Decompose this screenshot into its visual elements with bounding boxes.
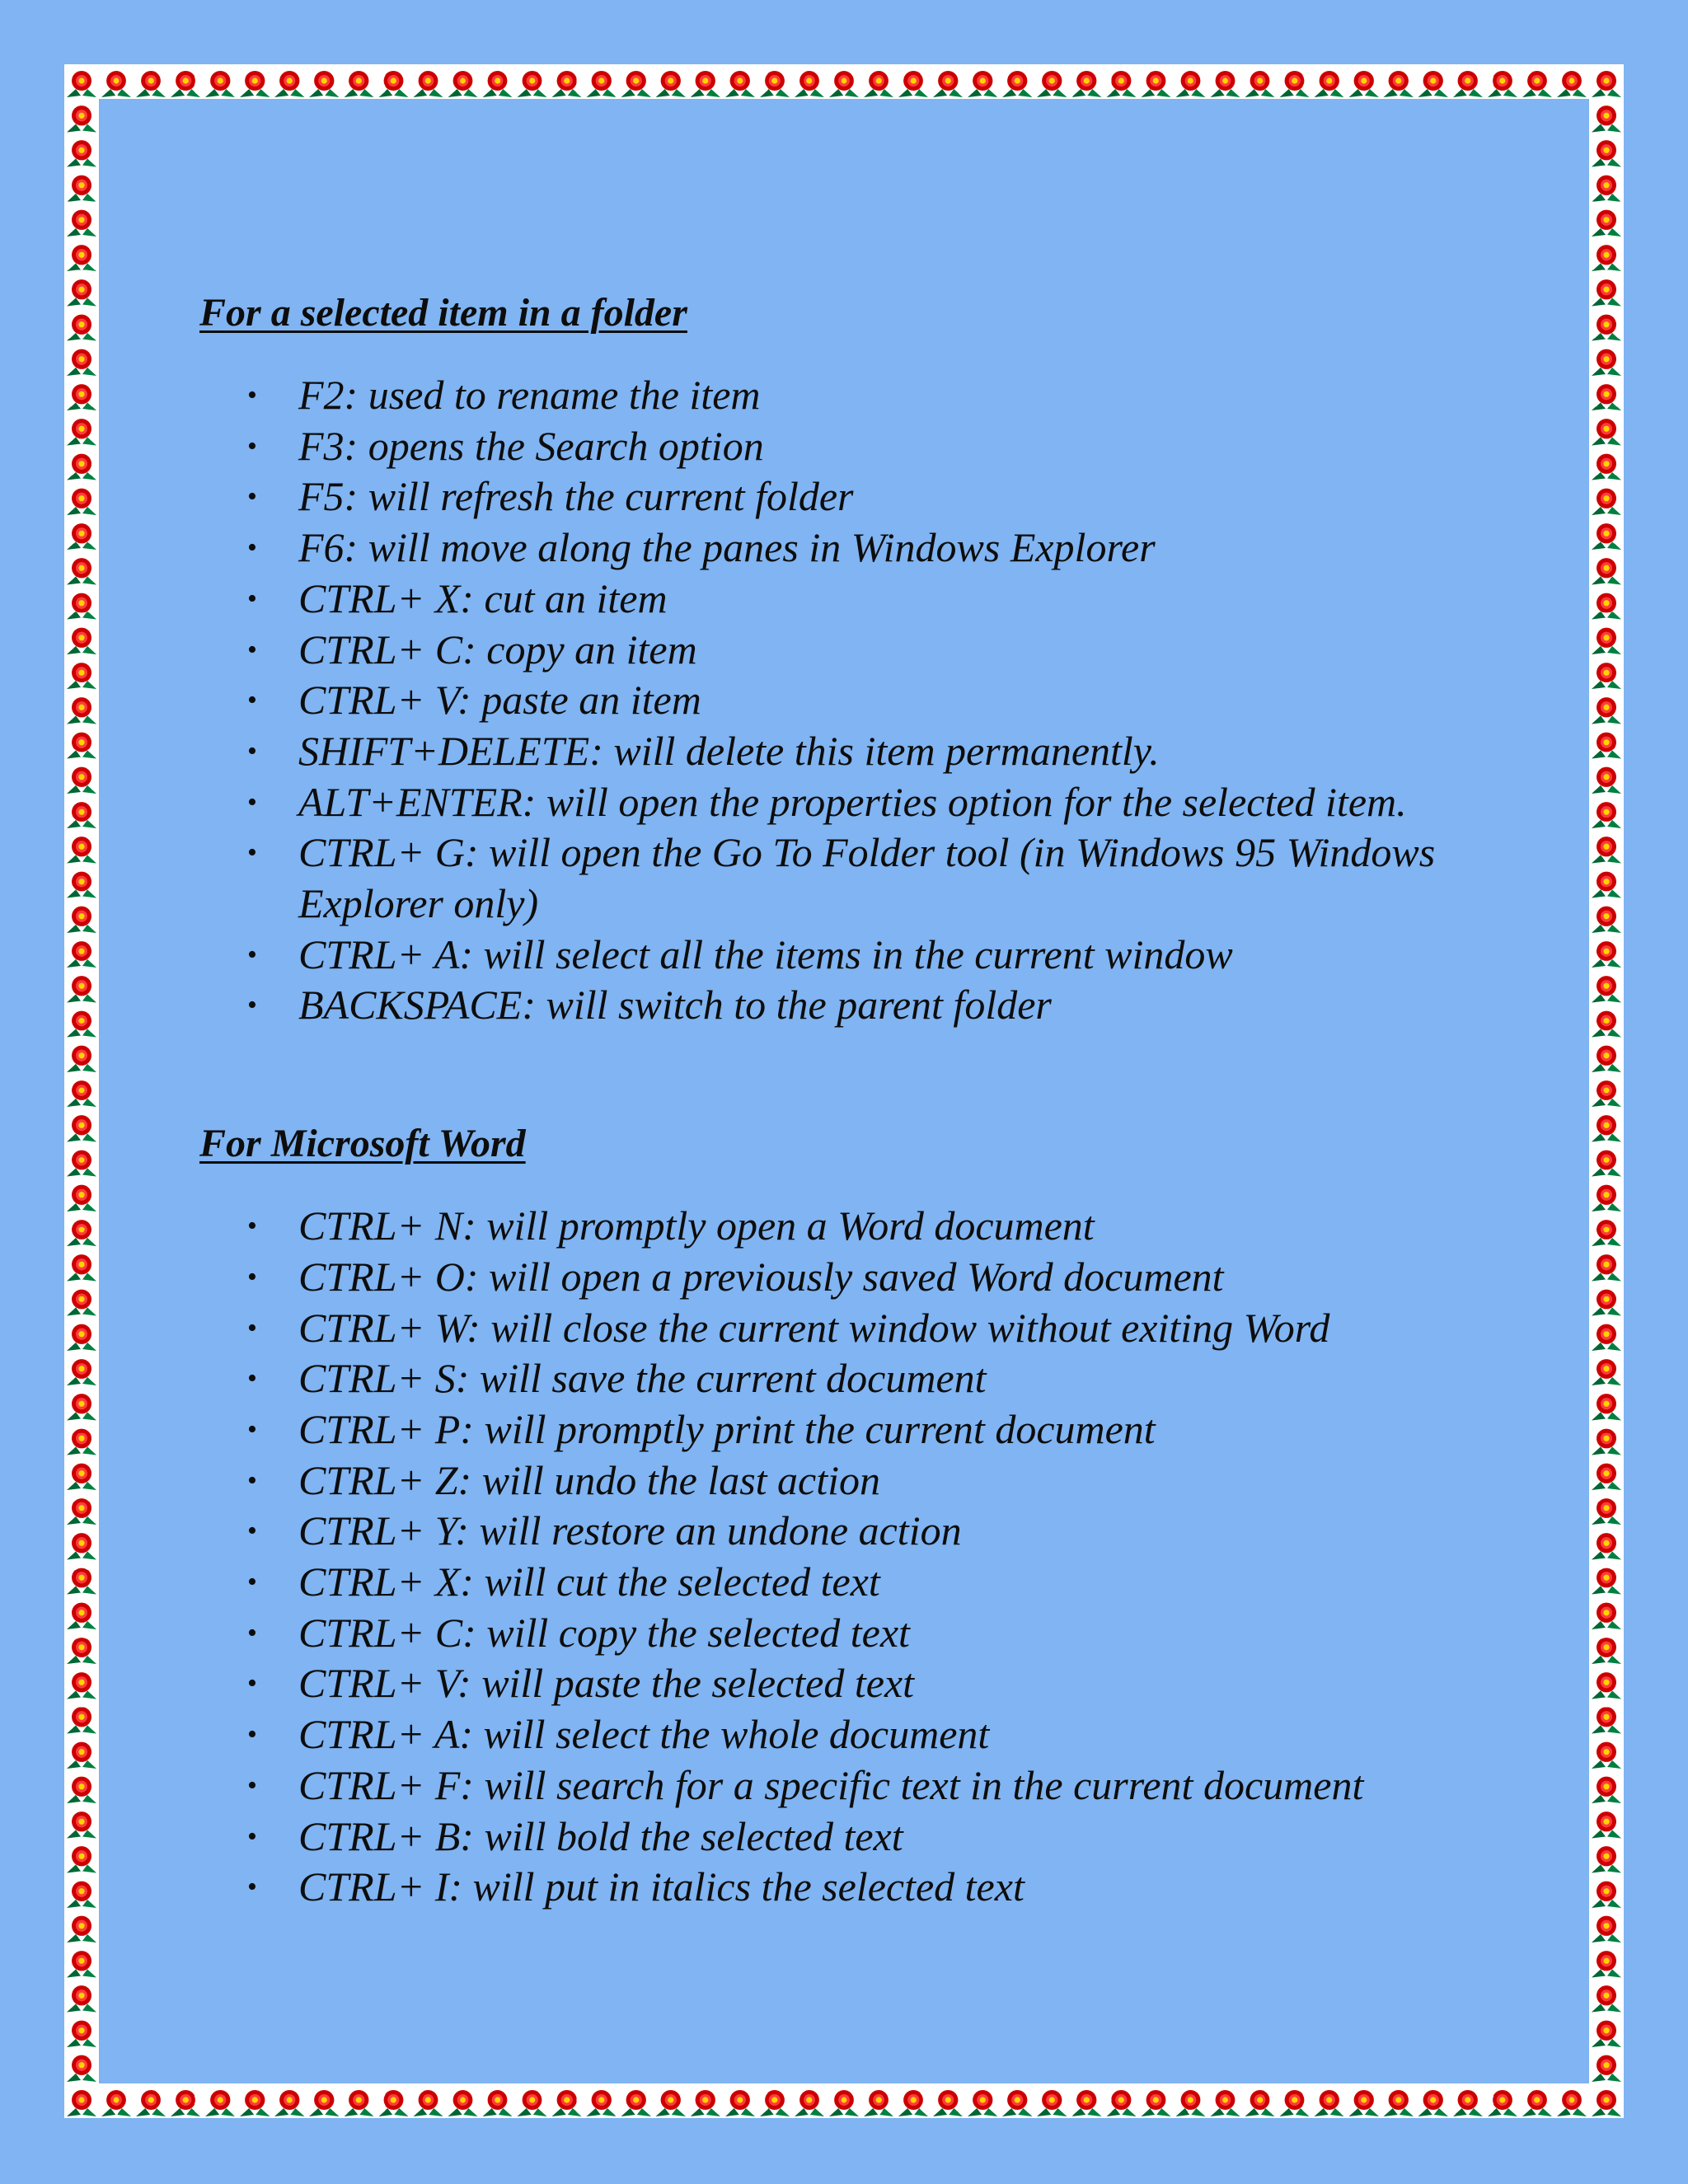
list-item-text: SHIFT+DELETE: will delete this item permanently. [298,727,1160,774]
list-item-text: CTRL+ V: paste an item [298,677,701,724]
bullet-icon: • [247,1617,257,1648]
bullet-icon: • [247,583,257,614]
list-item [199,625,1518,676]
bullet-icon: • [247,1211,257,1242]
list-item-text: CTRL+ Z: will undo the last action [298,1456,881,1503]
list-item [199,523,1518,574]
bullet-icon: • [247,1363,257,1394]
list-item [199,1303,1518,1354]
list-item-text: CTRL+ A: will select the whole document [298,1711,990,1758]
list-item-text: CTRL+ O: will open a previously saved Word document [298,1253,1224,1300]
list-item-text: ALT+ENTER: will open the properties option for the selected item. [298,778,1407,825]
bullet-icon: • [247,786,257,818]
bullet-icon: • [247,1312,257,1343]
bullet-icon: • [247,532,257,564]
bullet-icon: • [247,380,257,410]
list-item-text: CTRL+ G: will open the Go To Folder tool (in Windows 95 Windows Explorer only) [298,829,1436,927]
bullet-icon: • [247,1668,257,1699]
list-item-text: CTRL+ B: will bold the selected text [298,1812,903,1859]
list-item-text: CTRL+ X: will cut the selected text [298,1558,880,1605]
list-item [199,1404,1518,1455]
list-item [199,574,1518,625]
list-item [199,1709,1518,1760]
list-item [199,980,1518,1031]
list-item-text: CTRL+ A: will select all the items in the current window [298,930,1233,977]
list-item-text: CTRL+ P: will promptly print the current document [298,1405,1156,1452]
list-item-text: CTRL+ X: cut an item [298,574,668,621]
list-item-text: BACKSPACE: will switch to the parent folder [298,982,1052,1029]
list-item [199,421,1518,472]
list-item-text: CTRL+ I: will put in italics the selected text [298,1863,1025,1910]
list-item-text: F5: will refresh the current folder [298,473,854,520]
bullet-icon: • [247,1261,257,1292]
list-item-text: CTRL+ V: will paste the selected text [298,1660,915,1707]
list-item [199,1353,1518,1404]
list-item-text: F6: will move along the panes in Windows Explorer [298,524,1156,571]
list-item [199,1811,1518,1863]
list-item-text: CTRL+ C: will copy the selected text [298,1609,910,1656]
section-heading-folder: For a selected item in a folder [199,291,687,335]
list-item-text: CTRL+ C: copy an item [298,626,697,673]
section-word-shortcuts [199,1115,1518,1913]
bullet-icon: • [247,1413,257,1445]
list-item [199,1455,1518,1507]
bullet-icon: • [247,1821,257,1852]
bullet-icon: • [247,685,257,716]
bullet-icon: • [247,735,257,766]
list-item [199,1658,1518,1709]
list-item [199,827,1518,929]
list-item-text: CTRL+ W: will close the current window without exiting Word [298,1304,1330,1351]
list-item [199,1201,1518,1252]
list-item-text: CTRL+ N: will promptly open a Word document [298,1202,1095,1249]
bullet-icon: • [247,481,257,513]
bullet-icon: • [247,1872,257,1903]
folder-shortcut-list [199,370,1518,1031]
bullet-icon: • [247,1719,257,1750]
list-item [199,471,1518,523]
list-item-text: CTRL+ Y: will restore an undone action [298,1507,962,1554]
bullet-icon: • [247,939,257,970]
list-item [199,1760,1518,1811]
list-item-text: F3: opens the Search option [298,422,764,469]
section-heading-word: For Microsoft Word [199,1122,526,1166]
list-item [199,1506,1518,1557]
list-item [199,726,1518,777]
section-folder-shortcuts [199,284,1518,1031]
bullet-icon: • [247,837,257,869]
list-item [199,1608,1518,1659]
list-item [199,1862,1518,1913]
list-item [199,1252,1518,1303]
bullet-icon: • [247,1516,257,1547]
bullet-icon: • [247,1567,257,1598]
bullet-icon: • [247,990,257,1021]
bullet-icon: • [247,1465,257,1496]
bullet-icon: • [247,430,257,462]
list-item [199,930,1518,981]
list-item [199,675,1518,726]
document-body [199,284,1518,1913]
list-item [199,777,1518,828]
list-item-text: CTRL+ S: will save the current document [298,1355,987,1402]
list-item [199,370,1518,421]
word-shortcut-list [199,1201,1518,1913]
bullet-icon: • [247,1769,257,1801]
list-item-text: F2: used to rename the item [298,372,761,418]
list-item-text: CTRL+ F: will search for a specific text in the current document [298,1761,1364,1808]
bullet-icon: • [247,634,257,665]
list-item [199,1557,1518,1608]
